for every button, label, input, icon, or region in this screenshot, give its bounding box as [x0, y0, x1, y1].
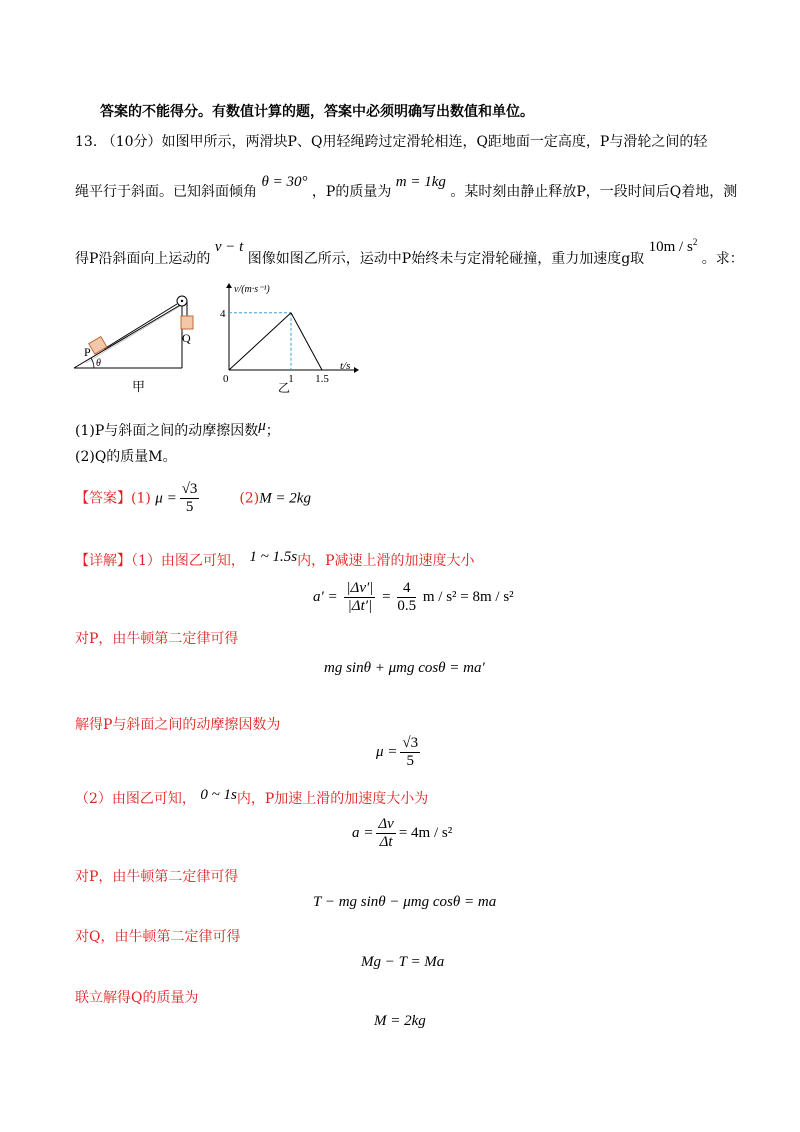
question-points: （10分） — [101, 134, 162, 150]
equation-a-prime: a′ = $\frac{|\Delta v'|}{|\Delta t'|}$ = $\frac{4}{0.5}$ m / s² = 8m / s² — [313, 580, 514, 614]
detail-line-4 — [75, 788, 428, 808]
detail-line-3: 解得P与斜面之间的动摩擦因数为 — [75, 717, 281, 733]
x-axis-arrow-icon — [354, 367, 359, 373]
question-line-2 — [75, 174, 738, 201]
answer-label: 【答案】 — [75, 490, 131, 507]
y-axis-label: v/(m·s⁻¹) — [234, 284, 270, 295]
detail-line-6: 对Q，由牛顿第二定律可得 — [75, 929, 241, 945]
question-line3-b: 图像如图乙所示，运动中P始终未与定滑轮碰撞，重力加速度g取 — [247, 251, 645, 267]
figure-vt-chart — [218, 280, 368, 400]
detail-range-2: 0 ~ 1s — [200, 787, 237, 803]
sub-question-2: (2)Q的质量M。 — [75, 449, 177, 465]
y-tick-label: 4 — [220, 307, 226, 320]
detail-line-2: 对P，由牛顿第二定律可得 — [75, 631, 239, 647]
label-Q: Q — [182, 331, 191, 345]
caption-yi: 乙 — [278, 381, 291, 395]
y-axis-arrow-icon — [226, 283, 232, 288]
sub-question-1 — [75, 420, 280, 440]
angle-arc — [91, 358, 94, 368]
equation-mu: μ = $\frac{√3}{5}$ — [376, 735, 419, 769]
detail-s4-b: 内，P加速上滑的加速度大小为 — [236, 791, 429, 807]
answer-part1-label: (1) — [131, 490, 151, 507]
answer-M-eq: M = 2kg — [259, 490, 311, 507]
detail-line-1 — [75, 550, 475, 570]
rope-parallel — [104, 304, 177, 349]
equation-newton-p-decel: mg sinθ + μmg cosθ = ma′ — [324, 660, 485, 676]
equation-newton-q: Mg − T = Ma — [361, 954, 445, 970]
theta-equation: θ = 30° — [261, 174, 308, 190]
question-number: 13. — [75, 134, 98, 150]
detail-range-1: 1 ~ 1.5s — [249, 549, 298, 565]
question-line1-text: 如图甲所示，两滑块P、Q用轻绳跨过定滑轮相连，Q距地面一定高度，P与滑轮之间的轻 — [161, 134, 708, 150]
detail-line-5: 对P，由牛顿第二定律可得 — [75, 869, 239, 885]
question-line-1 — [75, 131, 707, 151]
equation-M-result: M = 2kg — [374, 1013, 426, 1029]
equation-newton-p-accel: T − mg sinθ − μmg cosθ = ma — [313, 894, 497, 910]
answer-mu-eq: μ = — [155, 490, 177, 507]
label-P: P — [84, 345, 91, 359]
x-tick-label-2: 1.5 — [315, 373, 329, 385]
x-axis-label: t/s — [340, 360, 351, 372]
series-segment-decelerate — [291, 313, 322, 370]
origin-label: 0 — [223, 373, 229, 385]
x-tick-label-1: 1 — [288, 373, 294, 385]
question-line3-c: 。求： — [701, 251, 744, 267]
question-line3-a: 得P沿斜面向上运动的 — [75, 251, 211, 267]
detail-s1-a: （1）由图乙可知， — [131, 553, 245, 569]
block-Q — [181, 316, 193, 329]
answer-mu-fraction: $\frac{√3}{5}$ — [181, 481, 198, 515]
instructions-tail: 答案的不能得分。有数值计算的题，答案中必须明确写出数值和单位。 — [100, 104, 534, 120]
series-segment-accelerate — [229, 313, 291, 370]
sub1-text: (1)P与斜面之间的动摩擦因数 — [75, 423, 259, 439]
caption-jia: 甲 — [132, 379, 146, 394]
mass-equation: m = 1kg — [395, 174, 446, 190]
vt-symbol: v − t — [214, 239, 244, 255]
detail-line-7: 联立解得Q的质量为 — [75, 990, 199, 1006]
detail-label: 【详解】 — [75, 553, 131, 569]
equation-a: a = $\frac{\Delta v}{\Delta t}$ = 4m / s² — [352, 816, 453, 850]
sub1-end: ； — [265, 423, 280, 439]
g-value: $10m / s^2$ — [648, 237, 698, 255]
detail-s1-b: 内，P减速上滑的加速度大小 — [297, 553, 475, 569]
question-line2-b: ，P的质量为 — [311, 184, 392, 200]
question-line2-c: 。某时刻由静止释放P，一段时间后Q着地，测 — [450, 184, 738, 200]
sub1-mu: μ — [258, 418, 266, 434]
pulley-axle-icon — [181, 300, 183, 302]
question-line2-a: 绳平行于斜面。已知斜面倾角 — [75, 184, 257, 200]
figure-incline — [70, 280, 200, 400]
block-P — [89, 337, 107, 354]
answer-part2-label: (2) — [239, 490, 260, 507]
incline-shade — [86, 305, 182, 363]
label-theta: θ — [96, 358, 101, 369]
detail-s4-a: （2）由图乙可知， — [75, 791, 196, 807]
answer-line — [75, 481, 311, 516]
question-line-3 — [75, 237, 744, 268]
